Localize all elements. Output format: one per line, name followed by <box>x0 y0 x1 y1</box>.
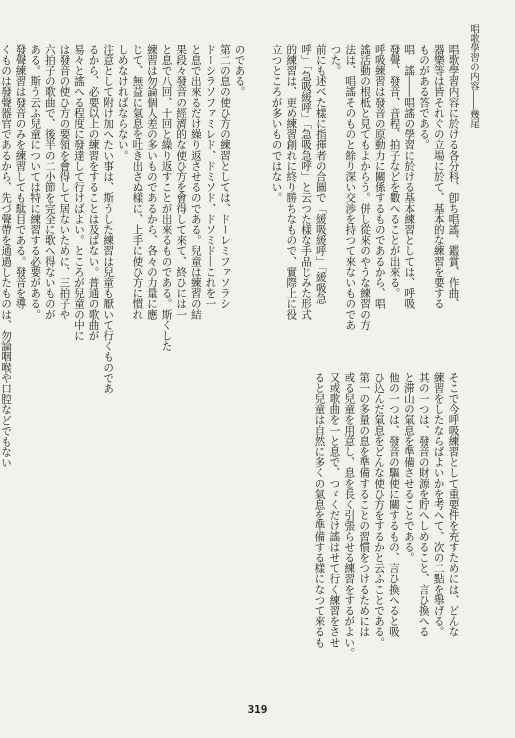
text-column: つた。 <box>329 44 342 76</box>
text-column: ものがある答である。 <box>418 44 431 150</box>
text-column: ひ込んだ氣息をどんな使ひ方をするかと云ふことである。 <box>373 372 386 648</box>
text-column: ドーシラソファミレド、ドミソド、ドソミド―これを一 <box>204 44 217 309</box>
text-column: ある。斯う云ふ兒童については特に練習する必要がある。 <box>29 44 42 320</box>
text-column: 練習をしたならばよいかを考へて、次の二點を舉げる。 <box>432 372 445 637</box>
text-column: 立つところが多いものではない。 <box>270 44 283 203</box>
text-column: 第一の多量の息を準備することの習慣をつけるためには <box>358 372 371 637</box>
text-column: 易々と謠へる程度に發達して行けばよい。ところが兒童の中に <box>72 44 85 341</box>
text-column: 他の一つは、發音の驅使に關するもの、言ひ換へると吸 <box>387 372 400 637</box>
text-column: 發聲、發音、音程、拍子などを數へることが出來る。 <box>388 44 401 299</box>
text-column: 器樂等は皆それぐの立場に於て、基本的な練習を要する <box>432 44 445 309</box>
text-column: 果段々發音の經濟的な使ひ方を會得して來て、終ひには一 <box>175 44 188 320</box>
text-column: 唱歌學習内容に於ける各分科、卽ち唱謠、鑑賞、作曲、 <box>447 44 460 309</box>
text-column: 練習は勿論個人差の多いものであるから、各々の力量に應 <box>145 44 158 320</box>
text-column: そこで今呼吸練習として重要件を充すためには、どんな <box>447 372 460 637</box>
text-column: るから、必要以上の練習をすることは及ばない。普通の歌曲が <box>87 44 100 341</box>
text-column: 前にも述べた樣に指揮者の合圖で「緩吸緩呼」「緩吸急 <box>314 44 327 304</box>
text-column: は發音の使ひ方の要領を會得して居ないために、三拍子や <box>58 44 71 320</box>
running-header: 唱歌學習の内容――幾尾 <box>468 24 479 129</box>
text-column: と滞山の氣息を準備させることである。 <box>402 372 415 563</box>
text-column: 法は、唱謠そのものと餘り深い交渉を持つて來ないものであ <box>344 44 357 331</box>
text-column: 又或歌曲を一と息で、つゞくだけ謠はせて行く練習をさせ <box>328 372 341 648</box>
text-column: 發聲練習は發音のみを練習しても駄目である。發音を導 <box>14 44 27 309</box>
text-column: しめなければならない。 <box>116 44 129 161</box>
text-column: 第二の息の使ひ方の練習としては、ドーレミファソラシ <box>218 44 231 309</box>
text-column: 注意として附け加へたい事は、斯うした練習は兒童も厭いて行くものであ <box>102 44 115 394</box>
page-number: 319 <box>247 703 268 716</box>
text-column: のである。 <box>233 44 246 97</box>
text-column: じて、無益に氣息を吐き出さぬ樣に、上手に使ひ方に慣れ <box>131 44 144 320</box>
text-column: 唱 謠――唱謠の學習に於ける基本練習としては、呼吸 <box>403 44 416 309</box>
text-column: 呼吸練習は發音の原動力に關係するものであるから、唱 <box>373 44 386 309</box>
text-column: 其の一つは、發音の財源を貯へしめること、言ひ換へる <box>417 372 430 637</box>
text-column: と息で八回、十回と繰り返すことが出來るものである。斯くした <box>160 44 173 352</box>
text-column: と息で出來るだけ繰り返させるのである。兒童は練習の結 <box>189 44 202 320</box>
text-column: 六拍子の歌曲で、後半の二小節を完全に歌へ得ないものが <box>43 44 56 320</box>
text-column: ると兒童は自然に多くの氣息を準備する樣になつて來るも <box>313 372 326 648</box>
text-column: 的練習は、更め練習創れに終り勝ちなもので、實際上に役 <box>285 44 298 320</box>
text-column: 或る兒童を用意し、息を長く引張らせる練習をするがよい。 <box>343 372 356 659</box>
text-column: くものは發聲器官であるから、先づ聲帶を通過したものは、勿論咽喉や口腔などでもない <box>0 44 12 468</box>
text-column: 呼」「急吸緩呼」「急吸急呼」と云つた樣な手品じみた形式 <box>300 44 313 320</box>
text-column: 謠活動の根柢と見てもよからう。併し從來のやうな練習の方 <box>359 44 372 331</box>
